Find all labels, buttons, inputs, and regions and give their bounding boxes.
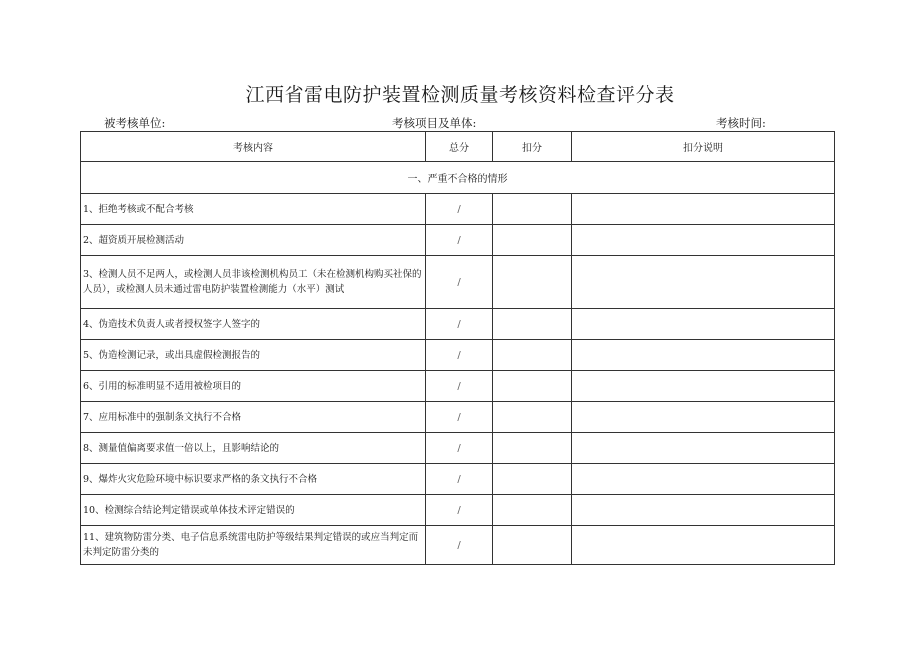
table-row bbox=[81, 402, 835, 433]
header-row bbox=[81, 132, 835, 162]
row-total: / bbox=[426, 309, 493, 340]
row-content: 5、伪造检测记录，或出具虚假检测报告的 bbox=[81, 340, 426, 371]
project-label: 考核项目及单体: bbox=[392, 116, 477, 130]
row-deduct-cell[interactable] bbox=[493, 309, 572, 340]
header-note: 扣分说明 bbox=[572, 132, 835, 162]
assessed-unit-label: 被考核单位: bbox=[104, 116, 166, 130]
row-note-cell[interactable] bbox=[572, 225, 835, 256]
row-deduct-cell[interactable] bbox=[493, 340, 572, 371]
row-total: / bbox=[426, 225, 493, 256]
section-row bbox=[81, 162, 835, 194]
row-note-cell[interactable] bbox=[572, 340, 835, 371]
row-content: 9、爆炸火灾危险环境中标识要求严格的条文执行不合格 bbox=[81, 464, 426, 495]
row-total: / bbox=[426, 433, 493, 464]
row-content: 8、测量值偏离要求值一倍以上，且影响结论的 bbox=[81, 433, 426, 464]
row-note-cell[interactable] bbox=[572, 526, 835, 565]
row-total: / bbox=[426, 495, 493, 526]
table-row bbox=[81, 433, 835, 464]
section-title: 一、严重不合格的情形 bbox=[81, 162, 835, 194]
row-deduct-cell[interactable] bbox=[493, 402, 572, 433]
header-total: 总分 bbox=[426, 132, 493, 162]
row-total: / bbox=[426, 340, 493, 371]
row-note-cell[interactable] bbox=[572, 495, 835, 526]
table-row bbox=[81, 225, 835, 256]
row-content: 6、引用的标准明显不适用被检项目的 bbox=[81, 371, 426, 402]
table-row bbox=[81, 194, 835, 225]
row-total: / bbox=[426, 194, 493, 225]
form-title: 江西省雷电防护装置检测质量考核资料检查评分表 bbox=[245, 84, 675, 106]
table-row bbox=[81, 371, 835, 402]
row-content: 4、伪造技术负责人或者授权签字人签字的 bbox=[81, 309, 426, 340]
header-content: 考核内容 bbox=[81, 132, 426, 162]
row-content: 1、拒绝考核或不配合考核 bbox=[81, 194, 426, 225]
row-note-cell[interactable] bbox=[572, 402, 835, 433]
row-deduct-cell[interactable] bbox=[493, 526, 572, 565]
row-deduct-cell[interactable] bbox=[493, 194, 572, 225]
row-total: / bbox=[426, 371, 493, 402]
row-deduct-cell[interactable] bbox=[493, 256, 572, 309]
row-note-cell[interactable] bbox=[572, 256, 835, 309]
row-deduct-cell[interactable] bbox=[493, 495, 572, 526]
assessment-time-label: 考核时间: bbox=[716, 116, 766, 130]
row-total: / bbox=[426, 256, 493, 309]
row-deduct-cell[interactable] bbox=[493, 371, 572, 402]
row-deduct-cell[interactable] bbox=[493, 225, 572, 256]
scoring-table bbox=[80, 131, 835, 565]
table-row bbox=[81, 495, 835, 526]
row-note-cell[interactable] bbox=[572, 194, 835, 225]
table-row bbox=[81, 309, 835, 340]
row-total: / bbox=[426, 464, 493, 495]
row-content: 11、建筑物防雷分类、电子信息系统雷电防护等级结果判定错误的或应当判定而未判定防雷分类的 bbox=[81, 526, 426, 565]
header-deduct: 扣分 bbox=[493, 132, 572, 162]
table-row bbox=[81, 464, 835, 495]
row-content: 2、超资质开展检测活动 bbox=[81, 225, 426, 256]
row-note-cell[interactable] bbox=[572, 464, 835, 495]
row-content: 3、检测人员不足两人，或检测人员非该检测机构员工（未在检测机构购买社保的人员），或检测人员未通过雷电防护装置检测能力（水平）测试 bbox=[81, 256, 426, 309]
row-deduct-cell[interactable] bbox=[493, 464, 572, 495]
row-note-cell[interactable] bbox=[572, 371, 835, 402]
row-content: 7、应用标准中的强制条文执行不合格 bbox=[81, 402, 426, 433]
table-row bbox=[81, 256, 835, 309]
row-total: / bbox=[426, 402, 493, 433]
row-note-cell[interactable] bbox=[572, 433, 835, 464]
row-note-cell[interactable] bbox=[572, 309, 835, 340]
row-deduct-cell[interactable] bbox=[493, 433, 572, 464]
row-total: / bbox=[426, 526, 493, 565]
table-row bbox=[81, 340, 835, 371]
row-content: 10、检测综合结论判定错误或单体技术评定错误的 bbox=[81, 495, 426, 526]
table-row bbox=[81, 526, 835, 565]
